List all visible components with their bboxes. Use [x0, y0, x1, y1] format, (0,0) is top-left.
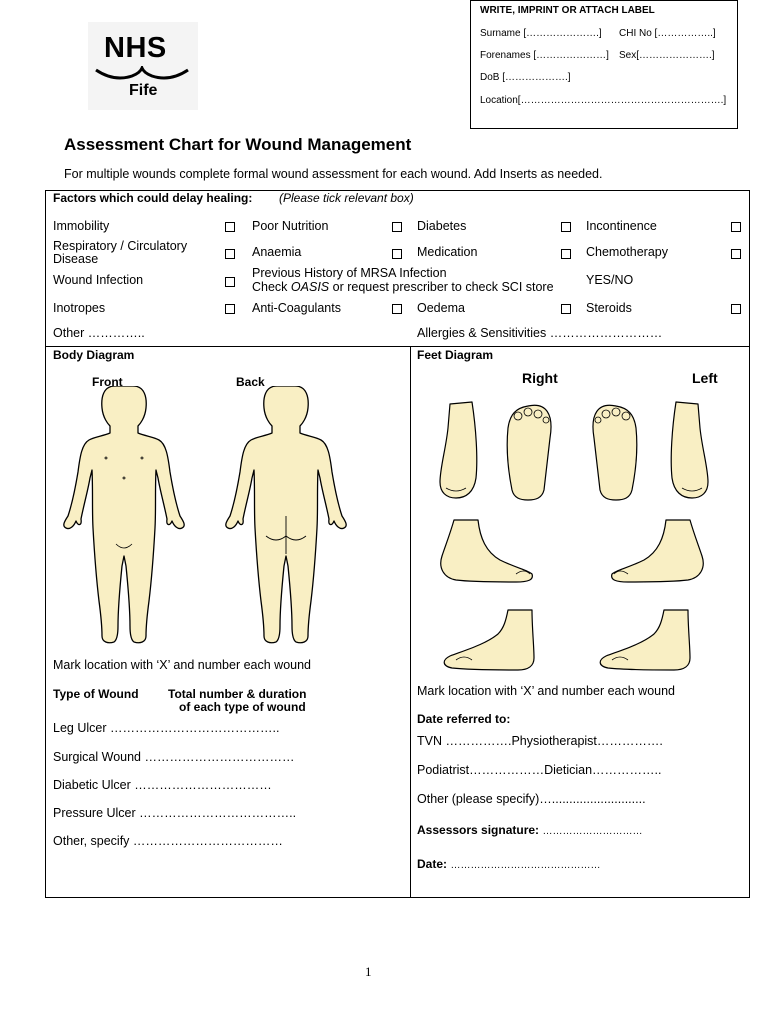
factor-steroids: Steroids: [586, 301, 632, 315]
diabetes-checkbox[interactable]: [561, 222, 571, 232]
front-label: Front: [92, 375, 123, 389]
back-body-figure[interactable]: [222, 386, 352, 648]
factor-medication: Medication: [417, 245, 478, 259]
logo-nhs-text: NHS: [104, 32, 167, 64]
immobility-checkbox[interactable]: [225, 222, 235, 232]
left-foot-lateral: [600, 610, 690, 670]
factor-mrsa-history: Previous History of MRSA Infection: [252, 266, 447, 280]
factor-poor-nutrition: Poor Nutrition: [252, 219, 329, 233]
steroids-checkbox[interactable]: [731, 304, 741, 314]
incontinence-checkbox[interactable]: [731, 222, 741, 232]
logo-fife-text: Fife: [129, 82, 158, 99]
mrsa-check-text: Check: [252, 280, 288, 294]
chi-number-field[interactable]: CHI No [……………..]: [619, 28, 716, 39]
left-foot-sole: [593, 405, 637, 500]
forenames-field[interactable]: Forenames […………………]: [480, 50, 609, 61]
page-subtitle: For multiple wounds complete formal wound assessment for each wound. Add Inserts as needed.: [64, 167, 603, 181]
pressure-ulcer-field[interactable]: Pressure Ulcer ………………………………..: [53, 806, 297, 820]
factor-wound-infection: Wound Infection: [53, 273, 144, 287]
mrsa-oasis-text: OASIS: [290, 280, 330, 294]
chemotherapy-checkbox[interactable]: [731, 249, 741, 259]
leg-ulcer-field[interactable]: Leg Ulcer …………………………………..: [53, 721, 280, 735]
feet-diagram-heading: Feet Diagram: [417, 348, 494, 362]
factor-immobility: Immobility: [53, 219, 110, 233]
surgical-wound-field[interactable]: Surgical Wound ………………………………: [53, 750, 295, 764]
date-field[interactable]: ………………………………………: [450, 860, 601, 871]
nhs-fife-logo: [88, 22, 198, 110]
factor-anti-coagulants: Anti-Coagulants: [252, 301, 341, 315]
mrsa-rest-text: or request prescriber to check SCI store: [332, 280, 554, 294]
factor-diabetes: Diabetes: [417, 219, 467, 233]
factor-incontinence: Incontinence: [586, 219, 657, 233]
feet-mark-instruction: Mark location with ‘X’ and number each wound: [417, 684, 676, 698]
signature-label: Assessors signature:: [417, 823, 540, 837]
factors-heading: Factors which could delay healing:: [53, 191, 253, 205]
front-body-figure[interactable]: [60, 386, 190, 648]
inotropes-checkbox[interactable]: [225, 304, 235, 314]
dob-field[interactable]: DoB [……………….]: [480, 72, 571, 83]
right-foot-label: Right: [522, 370, 558, 386]
anti-coagulants-checkbox[interactable]: [392, 304, 402, 314]
sex-field[interactable]: Sex[………………….]: [619, 50, 715, 61]
signature-line: [417, 823, 643, 837]
date-referred-heading: Date referred to:: [417, 712, 511, 726]
location-field[interactable]: Location[…………………………………………………….]: [480, 95, 727, 106]
diabetic-ulcer-field[interactable]: Diabetic Ulcer ……………………………: [53, 778, 272, 792]
date-label: Date:: [417, 857, 448, 871]
factors-hint: (Please tick relevant box): [279, 191, 414, 205]
podiatrist-dietician-field[interactable]: Podiatrist………………Dietician……………..: [417, 763, 662, 777]
other-referral-field[interactable]: Other (please specify)…...........................: [417, 792, 646, 806]
back-label: Back: [236, 375, 265, 389]
page-number: 1: [365, 964, 372, 979]
other-wound-field[interactable]: Other, specify ………………………………: [53, 834, 283, 848]
left-foot-dorsal: [671, 402, 708, 498]
oedema-checkbox[interactable]: [561, 304, 571, 314]
label-box-title: WRITE, IMPRINT OR ATTACH LABEL: [480, 5, 655, 16]
right-foot-lateral: [444, 610, 534, 670]
page-title: Assessment Chart for Wound Management: [64, 135, 412, 154]
mrsa-yes-no[interactable]: YES/NO: [586, 273, 634, 287]
feet-figures[interactable]: [436, 398, 712, 674]
poor-nutrition-checkbox[interactable]: [392, 222, 402, 232]
patient-label-box: [470, 0, 738, 129]
body-diagram-heading: Body Diagram: [53, 348, 135, 362]
allergies-field[interactable]: Allergies & Sensitivities ………………………: [417, 326, 663, 340]
mrsa-check-line: [252, 280, 554, 294]
date-line: [417, 857, 601, 871]
right-foot-dorsal: [440, 402, 477, 498]
type-of-wound-heading: Type of Wound: [53, 687, 139, 701]
factor-chemotherapy: Chemotherapy: [586, 245, 668, 259]
left-foot-label: Left: [692, 370, 718, 386]
total-number-heading: Total number & duration: [168, 687, 307, 701]
respiratory-checkbox[interactable]: [225, 249, 235, 259]
other-factor-field[interactable]: Other …………..: [53, 326, 145, 340]
tvn-physio-field[interactable]: TVN …………….Physiotherapist…………….: [417, 734, 663, 748]
anaemia-checkbox[interactable]: [392, 249, 402, 259]
factor-anaemia: Anaemia: [252, 245, 302, 259]
wound-infection-checkbox[interactable]: [225, 277, 235, 287]
factor-respiratory: Respiratory / Circulatory: [53, 239, 188, 253]
medication-checkbox[interactable]: [561, 249, 571, 259]
surname-field[interactable]: Surname [………………….]: [480, 28, 602, 39]
signature-field[interactable]: …………………………: [542, 826, 643, 837]
right-foot-sole: [507, 405, 551, 500]
factor-oedema: Oedema: [417, 301, 465, 315]
factor-inotropes: Inotropes: [53, 301, 106, 315]
total-number-heading-2: of each type of wound: [179, 700, 306, 714]
factor-respiratory-disease: Disease: [53, 252, 99, 266]
body-mark-instruction: Mark location with ‘X’ and number each wound: [53, 658, 312, 672]
